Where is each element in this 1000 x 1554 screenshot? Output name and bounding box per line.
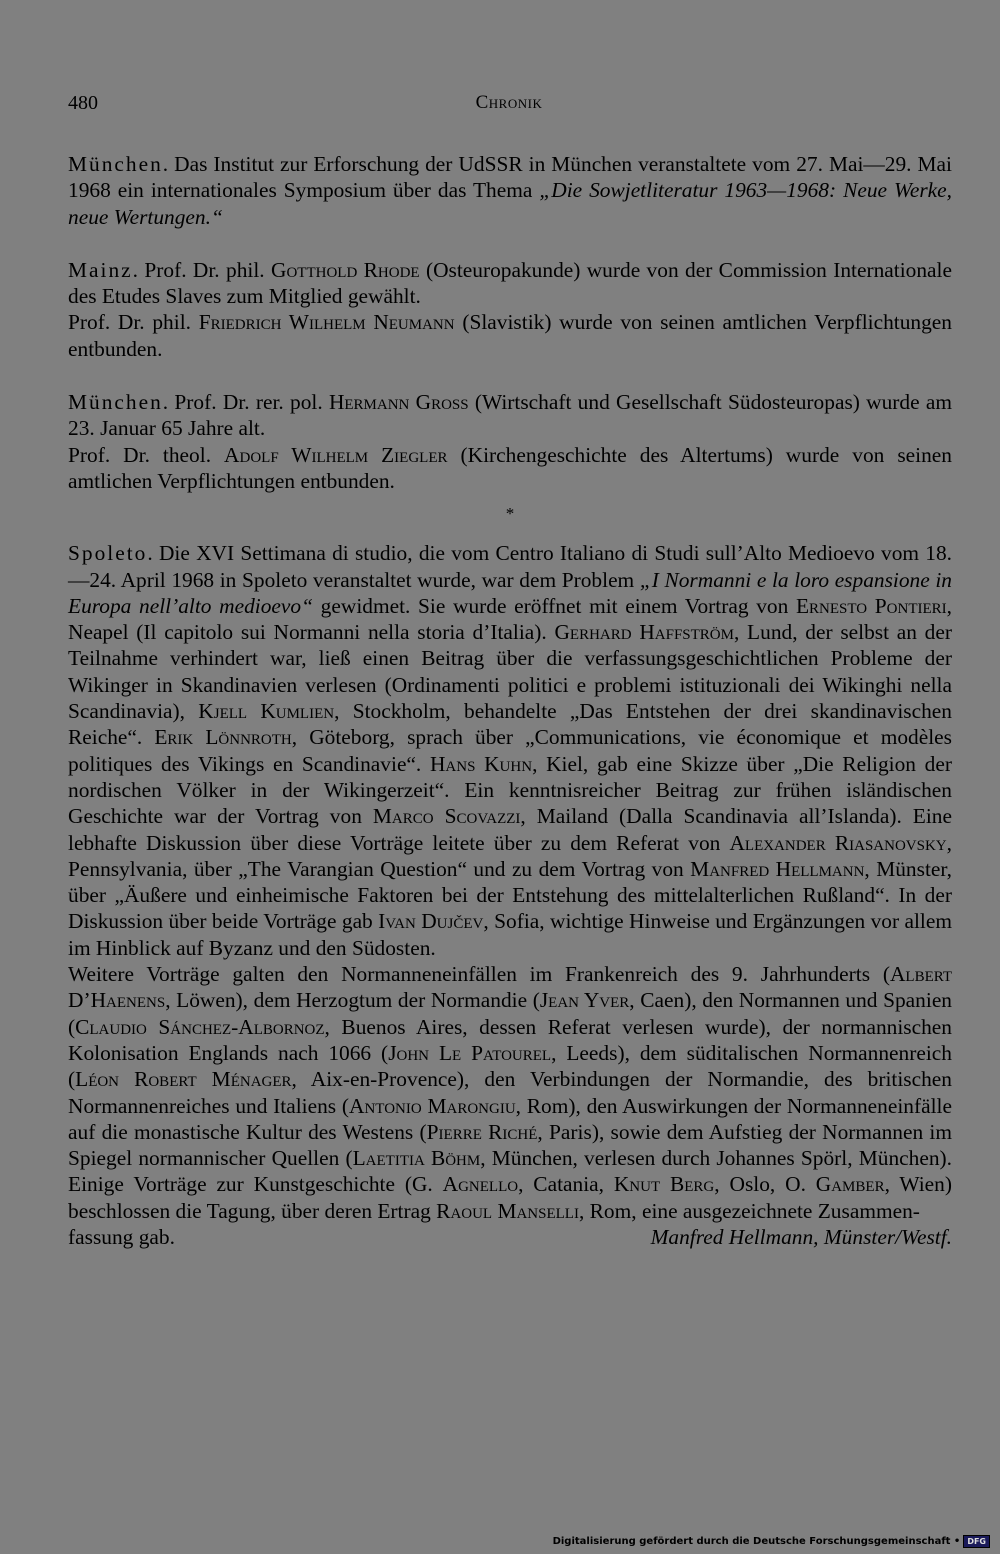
person-name: John Le Patourel	[388, 1040, 552, 1065]
person-name: Jean Yver	[539, 988, 630, 1013]
person-name: Albert D’Haenens	[68, 962, 952, 1013]
entry-text: gewidmet. Sie wurde eröffnet mit einem Vortrag von	[313, 593, 796, 618]
person-name: Marco Scovazzi	[372, 804, 521, 829]
symposium-title: „Die Sowjetliteratur 1963—1968: Neue Werke, neue Wertungen.“	[68, 178, 952, 229]
entry-text: (Osteuropakunde) wurde von der Commission Internationale des Etudes Slaves zum Mitglied gewählt.	[68, 257, 952, 309]
page-number: 480	[68, 92, 98, 114]
entry-text: , Rom, eine ausgezeichnete Zusammen-	[578, 1198, 920, 1223]
person-name: Knut Berg	[613, 1172, 715, 1197]
person-name: Ivan Dujčev	[378, 909, 484, 934]
conference-title: „I Normanni e la loro espansione in Europa nell’alto medioevo“	[68, 567, 953, 618]
person-name: Hans Kuhn	[429, 751, 533, 776]
place-name: München	[68, 390, 163, 415]
entry-text: , Neapel (Il capitolo sui Normanni nella storia d’Italia).	[68, 593, 952, 645]
footer-credit	[553, 1535, 990, 1548]
place-name: München	[68, 152, 163, 176]
entry-mainz	[68, 257, 952, 362]
section-divider: *	[505, 504, 515, 524]
person-name: Erik Lönnroth	[154, 725, 292, 750]
entry-text: , Wien) beschlossen die Tagung, über deren Ertrag	[68, 1172, 952, 1223]
entry-text: (Wirtschaft und Gesellschaft Südosteuropas) wurde am 23. Januar 65 Jahre alt.	[68, 390, 952, 441]
entry-text: , Münster, über „Äußere und einheimische Faktoren bei der Entstehung des mittelalterlichen Rußland“. In der Diskussion über beide Vorträge gab	[68, 856, 952, 934]
person-name: Gamber	[815, 1172, 885, 1197]
page-header	[68, 92, 950, 122]
person-name: Kjell Kumlien	[198, 699, 335, 724]
person-name: Antonio Marongiu	[349, 1093, 516, 1118]
person-name: Friedrich Wilhelm Neumann	[198, 310, 455, 335]
entry-text: . Prof. Dr. phil.	[132, 257, 272, 282]
entry-text: , Leeds), dem süditalischen Normannenreich (	[68, 1040, 952, 1092]
person-name: Claudio Sánchez-Albornoz	[75, 1014, 325, 1039]
entry-text: , München, verlesen durch Johannes Spörl, München). Einige Vorträge zur Kunstgeschichte (G.	[68, 1146, 953, 1197]
entry-text: , Buenos Aires, dessen Referat verlesen wurde), der normannischen Kolonisation Englands nach 1066 (	[68, 1014, 952, 1065]
entry-text: , Göteborg, sprach über „Communications, vie économique et modèles politiques des Vikings en Scandinavie“.	[68, 725, 952, 776]
entry-text: (Kirchengeschichte des Altertums) wurde von seinen amtlichen Verpflichtungen entbunden.	[68, 442, 952, 493]
entry-text: . Die XVI Settimana di studio, die vom Centro Italiano di Studi sull’Alto Medioevo vom 18.—24. April 1968 in Spoleto veranstaltet wurde, war dem Problem	[68, 541, 952, 592]
dfg-logo: DFG	[963, 1535, 990, 1548]
funding-credit: Digitalisierung gefördert durch die Deutsche Forschungsgemeinschaft •	[552, 1536, 961, 1547]
entry-text: . Prof. Dr. rer. pol.	[162, 390, 329, 415]
person-name: Raoul Manselli	[436, 1198, 579, 1223]
person-name: Pierre Riché	[426, 1119, 538, 1144]
person-name: Manfred Hellmann	[690, 856, 865, 881]
entry-text: , Mailand (Dalla Scandinavia all’Islanda). Eine lebhafte Diskussion über diese Vorträge leitete über zu dem Referat von	[68, 804, 953, 855]
entry-text: (Slavistik) wurde von seinen amtlichen Verpflichtungen entbunden.	[68, 310, 952, 361]
person-name: Agnello	[442, 1172, 519, 1197]
entry-text: , Sofia, wichtige Hinweise und Ergänzungen vor allem im Hinblick auf Byzanz und den Südosten.	[68, 909, 952, 960]
person-name: Alexander Riasanovsky	[729, 830, 947, 855]
place-name: Spoleto	[68, 541, 148, 566]
entry-text: , Aix-en-Provence), den Verbindungen der Normandie, des britischen Normannenreiches und Italiens (	[68, 1067, 952, 1118]
running-head: Chronik	[475, 92, 543, 113]
entry-spoleto	[68, 540, 952, 961]
person-name: Gotthold Rhode	[271, 257, 420, 282]
closing-text: fassung gab.	[68, 1224, 175, 1249]
entry-text: , Stockholm, behandelte „Das Entstehen der drei skandinavischen Reiche“.	[68, 699, 953, 750]
entry-text: , Paris), sowie dem Aufstieg der Normannen im Spiegel normannischer Quellen (	[68, 1119, 952, 1171]
entry-text: Prof. Dr. theol.	[68, 442, 225, 467]
entry-text: , Löwen), dem Herzogtum der Normandie (	[165, 988, 540, 1013]
author-signature: Manfred Hellmann, Münster/Westf.	[650, 1224, 952, 1249]
entry-weitere-vortraege	[68, 961, 952, 1224]
entry-text: , Kiel, gab eine Skizze über „Die Religion der nordischen Völker in der Wikingerzeit“. Ein kenntnisreicher Beitrag zur frühen isländischen Geschichte war der Vortrag von	[68, 751, 952, 829]
signature-line	[68, 1224, 952, 1250]
person-name: Hermann Gross	[328, 390, 469, 415]
person-name: Laetitia Böhm	[352, 1146, 481, 1171]
entry-text: Weitere Vorträge galten den Normanneneinfällen im Frankenreich des 9. Jahrhunderts (	[68, 962, 890, 987]
entry-text: Prof. Dr. phil.	[68, 310, 199, 335]
entry-text: , Rom), den Auswirkungen der Normanneneinfälle auf die monastische Kultur des Westens (	[68, 1093, 952, 1144]
place-name: Mainz	[68, 257, 133, 282]
entry-text: , Oslo, O.	[714, 1172, 816, 1197]
entry-muenchen-personal	[68, 389, 952, 494]
entry-muenchen-institut	[68, 151, 952, 230]
person-name: Léon Robert Ménager	[75, 1067, 292, 1092]
person-name: Adolf Wilhelm Ziegler	[224, 442, 448, 467]
person-name: Ernesto Pontieri	[795, 593, 947, 618]
entry-text: , Pennsylvania, über „The Varangian Question“ und zu dem Vortrag von	[68, 830, 952, 881]
entry-text: . Das Institut zur Erforschung der UdSSR in München veranstaltete vom 27. Mai—29. Mai 1968 ein internationales Symposium über das Thema	[68, 152, 952, 203]
entry-text: , Lund, der selbst an der Teilnahme verhindert war, ließ einen Beitrag über die verfassungsgeschichtlichen Probleme der Wikinger in Skandinavien verlesen (Ordinamenti politici e problemi istituzionali dei Wikinghi nella Scandinavia),	[68, 620, 952, 724]
page-body	[68, 151, 952, 1250]
person-name: Gerhard Haffström	[554, 620, 734, 645]
entry-text: , Caen), den Normannen und Spanien (	[68, 988, 953, 1039]
entry-text: , Catania,	[518, 1172, 614, 1197]
